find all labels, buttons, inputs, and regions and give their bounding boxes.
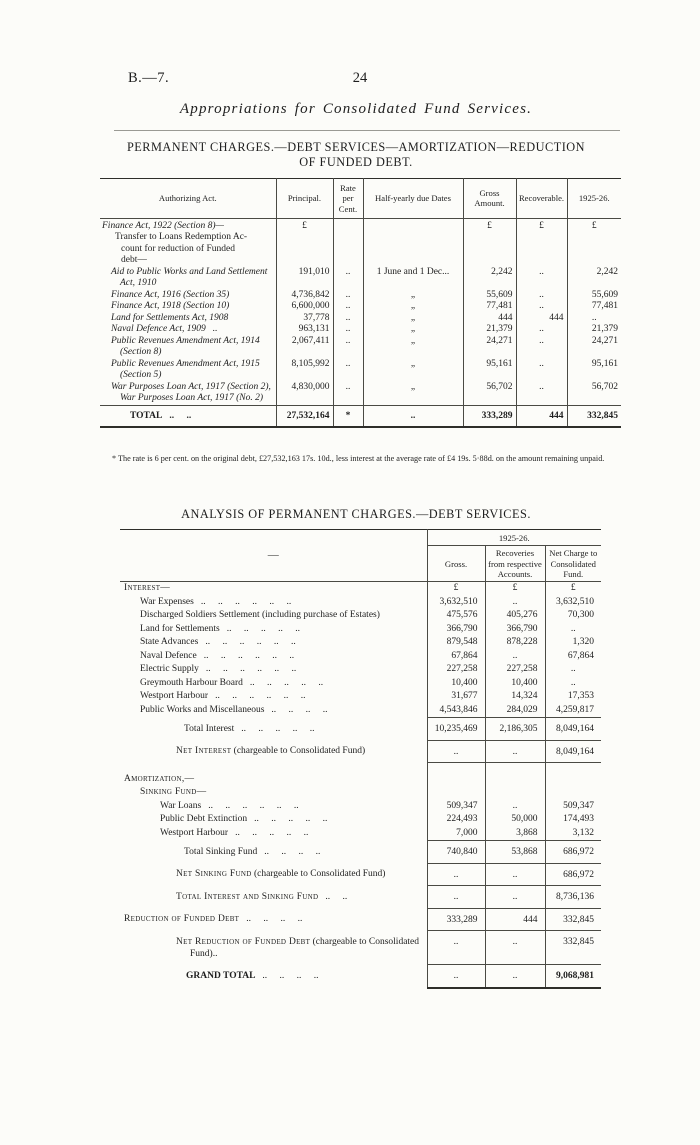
group-description: debt— xyxy=(121,255,147,266)
row-label: Public Debt Extinction xyxy=(160,814,248,825)
cell-1925-26: .. xyxy=(567,313,621,325)
cell-gross-amount: 24,271 xyxy=(463,336,516,359)
cell-due-dates: 1 June and 1 Dec... xyxy=(363,267,463,290)
cell-recoveries: 3,868 xyxy=(485,827,545,841)
cell-gross: 333,289 xyxy=(427,908,485,931)
row-label: Westport Harbour xyxy=(160,827,229,838)
table-row xyxy=(120,623,601,637)
table-row xyxy=(100,301,621,313)
cell-principal: 4,830,000 xyxy=(276,382,333,406)
group-header-row xyxy=(100,218,621,267)
cell-1925-26: 95,161 xyxy=(567,359,621,382)
table-row xyxy=(120,650,601,664)
cell-rate: .. xyxy=(333,313,363,325)
cell-net-currency: £ xyxy=(545,582,601,596)
cell-item xyxy=(120,609,427,623)
cell-gross: 31,677 xyxy=(427,690,485,704)
cell-1925-26: 77,481 xyxy=(567,301,621,313)
cell-item xyxy=(120,677,427,691)
cell-gross-amount: 55,609 xyxy=(463,290,516,302)
column-group-header-1925-26: 1925-26. xyxy=(427,530,601,546)
table-row xyxy=(100,313,621,325)
column-header-principal: Principal. xyxy=(276,179,333,219)
cell-principal: 8,105,992 xyxy=(276,359,333,382)
dot-leader: .. xyxy=(212,324,218,335)
dot-leader: .. .. .. .. .. .. xyxy=(200,596,292,607)
row-label: Land for Settlements xyxy=(140,623,220,634)
group-description: Transfer to Loans Redemption Ac- xyxy=(115,232,248,243)
cell-recoveries: .. xyxy=(485,965,545,988)
cell-recoveries: .. xyxy=(485,863,545,886)
cell-recoverable: 444 xyxy=(516,313,567,325)
cell-item xyxy=(120,800,427,814)
total-label: TOTAL xyxy=(130,410,163,421)
column-header-due-dates: Half-yearly due Dates xyxy=(363,179,463,219)
cell-recoveries: 444 xyxy=(485,908,545,931)
cell-item xyxy=(120,636,427,650)
cell-item xyxy=(120,786,427,800)
table-row xyxy=(120,827,601,841)
cell-item xyxy=(120,965,427,988)
cell-1925-26: 332,845 xyxy=(567,405,621,427)
cell-principal-currency: £ xyxy=(276,218,333,267)
dot-leader: .. .. .. .. xyxy=(271,704,328,715)
document-title: Appropriations for Consolidated Fund Services. xyxy=(179,101,533,117)
cell-net-charge: 686,972 xyxy=(545,863,601,886)
cell-1925-26: 24,271 xyxy=(567,336,621,359)
cell-gross xyxy=(427,763,485,787)
cell-recoveries xyxy=(485,763,545,787)
cell-recoverable: .. xyxy=(516,290,567,302)
dot-leader: .. .. xyxy=(325,891,348,902)
table1-heading-line1: PERMANENT CHARGES.—DEBT SERVICES—AMORTIZATION—REDUCTION xyxy=(126,140,586,154)
column-header-net-charge: Net Charge to Consolidated Fund. xyxy=(545,546,601,582)
cell-recoveries: 14,324 xyxy=(485,690,545,704)
cell-recoveries: 2,186,305 xyxy=(485,718,545,741)
cell-item xyxy=(120,863,427,886)
table-row xyxy=(120,690,601,704)
table-row xyxy=(100,336,621,359)
cell-gross: .. xyxy=(427,740,485,763)
cell-recoverable: .. xyxy=(516,336,567,359)
table-row xyxy=(120,813,601,827)
cell-net-charge: 174,493 xyxy=(545,813,601,827)
table-row xyxy=(120,609,601,623)
cell-authorizing-act: Land for Settlements Act, 1908 xyxy=(111,312,229,323)
column-header-recoverable: Recoverable. xyxy=(516,179,567,219)
cell-gross: 740,840 xyxy=(427,841,485,864)
cell-rate: .. xyxy=(333,336,363,359)
cell-net-charge: 8,049,164 xyxy=(545,740,601,763)
cell-recoveries: 10,400 xyxy=(485,677,545,691)
document-reference: B.—7. xyxy=(128,70,170,86)
total-row xyxy=(120,841,601,864)
cell-rate xyxy=(333,218,363,267)
row-label: Total Interest xyxy=(184,723,235,734)
cell-net-charge: 17,353 xyxy=(545,690,601,704)
cell-recoveries: 366,790 xyxy=(485,623,545,637)
cell-net-charge: 332,845 xyxy=(545,931,601,965)
section-label: Interest— xyxy=(124,583,171,594)
dot-leader: .. .. .. .. .. xyxy=(235,827,309,838)
cell-rate: .. xyxy=(333,382,363,406)
cell-authorizing-act: Finance Act, 1918 (Section 10) xyxy=(111,301,230,312)
cell-net-charge: 4,259,817 xyxy=(545,704,601,718)
section-row xyxy=(120,763,601,787)
cell-recoverable: .. xyxy=(516,267,567,290)
row-label: Electric Supply xyxy=(140,664,199,675)
table-row xyxy=(120,704,601,718)
cell-item xyxy=(120,623,427,637)
row-label-suffix: (chargeable to Consolidated Fund) xyxy=(231,746,366,757)
cell-due-dates: „ xyxy=(363,301,463,313)
cell-net-charge: 3,132 xyxy=(545,827,601,841)
cell-gross-amount: 333,289 xyxy=(463,405,516,427)
table1-heading-line2: OF FUNDED DEBT. xyxy=(299,155,413,169)
total-row xyxy=(120,718,601,741)
cell-due-dates: .. xyxy=(363,405,463,427)
row-label: Net Sinking Fund xyxy=(176,869,252,880)
dot-leader: .. .. .. .. .. xyxy=(241,723,315,734)
cell-item xyxy=(120,718,427,741)
cell-gross: .. xyxy=(427,931,485,965)
cell-item xyxy=(120,596,427,610)
total-row xyxy=(120,886,601,909)
section-row xyxy=(120,786,601,800)
cell-net-charge: 8,736,136 xyxy=(545,886,601,909)
cell-rate: .. xyxy=(333,267,363,290)
cell-item xyxy=(120,908,427,931)
row-label: State Advances xyxy=(140,637,199,648)
cell-gross: 879,548 xyxy=(427,636,485,650)
cell-principal: 4,736,842 xyxy=(276,290,333,302)
row-label: Net Reduction of Funded Debt xyxy=(176,936,311,947)
cell-net-charge: .. xyxy=(545,663,601,677)
cell-rate: * xyxy=(333,405,363,427)
cell-1925-26: 55,609 xyxy=(567,290,621,302)
dot-leader: .. .. .. .. .. xyxy=(254,814,328,825)
cell-principal: 191,010 xyxy=(276,267,333,290)
total-row xyxy=(100,405,621,427)
dot-leader: .. .. .. .. xyxy=(262,970,319,981)
cell-gross: 3,632,510 xyxy=(427,596,485,610)
grand-total-label: GRAND TOTAL xyxy=(186,970,256,981)
cell-authorizing-act: Finance Act, 1916 (Section 35) xyxy=(111,289,230,300)
cell-1925-26: 21,379 xyxy=(567,324,621,336)
cell-recoverable: .. xyxy=(516,324,567,336)
table-row xyxy=(100,267,621,290)
cell-due-dates: „ xyxy=(363,336,463,359)
cell-item xyxy=(120,663,427,677)
cell-1925-26: 2,242 xyxy=(567,267,621,290)
table-row xyxy=(120,677,601,691)
cell-net-charge: 3,632,510 xyxy=(545,596,601,610)
cell-authorizing-act xyxy=(100,324,276,336)
net-total-row xyxy=(120,863,601,886)
cell-net-charge xyxy=(545,786,601,800)
row-label: War Expenses xyxy=(140,596,194,607)
cell-gross xyxy=(427,786,485,800)
dot-leader: .. .. .. .. .. .. xyxy=(215,691,306,702)
cell-gross: 509,347 xyxy=(427,800,485,814)
cell-gross: 475,576 xyxy=(427,609,485,623)
cell-rate: .. xyxy=(333,290,363,302)
cell-authorizing-act: War Purposes Loan Act, 1917 (Section 2), War Purposes Loan Act, 1917 (No. 2) xyxy=(111,381,271,404)
cell-item xyxy=(120,931,427,965)
cell-recoveries xyxy=(485,786,545,800)
cell-item xyxy=(120,650,427,664)
cell-authorizing-act: Aid to Public Works and Land Settlement Act, 1910 xyxy=(111,266,268,289)
cell-item xyxy=(120,827,427,841)
cell-item xyxy=(120,704,427,718)
table2-heading: ANALYSIS OF PERMANENT CHARGES.—DEBT SERVICES. xyxy=(181,507,531,521)
group-act-name: Finance Act, 1922 (Section 8)— xyxy=(102,220,224,231)
column-header-rate: Rate per Cent. xyxy=(333,179,363,219)
dot-leader: .. .. .. .. .. .. xyxy=(203,650,295,661)
stub-header xyxy=(120,530,427,582)
cell-net-charge: 332,845 xyxy=(545,908,601,931)
cell-item xyxy=(120,841,427,864)
cell-net-charge: 70,300 xyxy=(545,609,601,623)
table1-footnote: * The rate is 6 per cent. on the original debt, £27,532,163 17s. 10d., less interest at the average rate of £4 19s. 5·88d. on the amount remaining unpaid. xyxy=(112,454,605,463)
stub-header-dash: — xyxy=(267,549,279,562)
grand-total-row xyxy=(120,965,601,988)
cell-gross-amount: 21,379 xyxy=(463,324,516,336)
dot-leader: .. .. .. .. .. .. xyxy=(205,664,297,675)
cell-1925-26-currency: £ xyxy=(567,218,621,267)
row-label: Naval Defence xyxy=(140,650,197,661)
group-description: count for reduction of Funded xyxy=(121,243,235,254)
cell-authorizing-act: Public Revenues Amendment Act, 1914 (Section 8) xyxy=(111,335,260,358)
cell-recoveries: 878,228 xyxy=(485,636,545,650)
row-label: Greymouth Harbour Board xyxy=(140,677,243,688)
section-label: Amortization,— xyxy=(124,773,195,784)
dot-leader: .. .. .. .. xyxy=(246,914,303,925)
cell-gross-amount: 2,242 xyxy=(463,267,516,290)
title-rule xyxy=(114,130,620,131)
cell-recoveries: 50,000 xyxy=(485,813,545,827)
cell-due-dates: „ xyxy=(363,313,463,325)
dot-leader: .. .. .. .. .. .. xyxy=(205,637,296,648)
cell-recoverable: .. xyxy=(516,359,567,382)
cell-net-charge: .. xyxy=(545,677,601,691)
table-row xyxy=(100,359,621,382)
row-label: Total Sinking Fund xyxy=(184,846,258,857)
row-label: War Loans xyxy=(160,800,202,811)
table-row xyxy=(100,324,621,336)
cell-recoveries: 284,029 xyxy=(485,704,545,718)
net-total-row xyxy=(120,740,601,763)
cell-due-dates xyxy=(363,218,463,267)
cell-recoverable: .. xyxy=(516,301,567,313)
table2-header-row-year xyxy=(120,530,601,546)
section-label: Sinking Fund— xyxy=(140,787,207,798)
cell-gross: 366,790 xyxy=(427,623,485,637)
cell-gross-currency: £ xyxy=(463,218,516,267)
cell-recoveries: 405,276 xyxy=(485,609,545,623)
cell-recoverable: 444 xyxy=(516,405,567,427)
cell-gross: 4,543,846 xyxy=(427,704,485,718)
page-number: 24 xyxy=(352,70,368,86)
cell-gross: .. xyxy=(427,863,485,886)
cell-net-charge: 8,049,164 xyxy=(545,718,601,741)
cell-net-charge: 686,972 xyxy=(545,841,601,864)
cell-recoveries: .. xyxy=(485,886,545,909)
dot-leader: .. .. .. .. xyxy=(264,846,321,857)
cell-principal: 2,067,411 xyxy=(276,336,333,359)
dot-leader: .. .. .. .. .. xyxy=(249,677,324,688)
cell-recoveries: .. xyxy=(485,800,545,814)
column-header-authorizing-act: Authorizing Act. xyxy=(100,179,276,219)
table-row xyxy=(100,382,621,406)
cell-gross: 7,000 xyxy=(427,827,485,841)
cell-net-charge: 67,864 xyxy=(545,650,601,664)
cell-rate: .. xyxy=(333,301,363,313)
table-row xyxy=(120,908,601,931)
row-label: Reduction of Funded Debt xyxy=(124,914,240,925)
cell-recoveries-currency: £ xyxy=(485,582,545,596)
cell-gross: 10,235,469 xyxy=(427,718,485,741)
cell-due-dates: „ xyxy=(363,382,463,406)
cell-1925-26: 56,702 xyxy=(567,382,621,406)
section-row xyxy=(120,582,601,596)
cell-net-charge: 1,320 xyxy=(545,636,601,650)
dot-leader: .. .. xyxy=(169,410,192,421)
cell-net-charge: .. xyxy=(545,623,601,637)
cell-gross: 227,258 xyxy=(427,663,485,677)
net-total-row xyxy=(120,931,601,965)
analysis-table xyxy=(120,529,601,989)
act-name: Naval Defence Act, 1909 xyxy=(111,324,206,335)
cell-recoveries: .. xyxy=(485,931,545,965)
cell-recoveries: .. xyxy=(485,740,545,763)
table-row xyxy=(120,800,601,814)
row-label-suffix: (chargeable to Consolidated Fund) xyxy=(251,869,386,880)
table-row xyxy=(100,290,621,302)
cell-principal: 27,532,164 xyxy=(276,405,333,427)
table-row xyxy=(120,663,601,677)
cell-principal: 37,778 xyxy=(276,313,333,325)
cell-recoverable: .. xyxy=(516,382,567,406)
table-row xyxy=(120,636,601,650)
cell-net-charge: 509,347 xyxy=(545,800,601,814)
row-label: Westport Harbour xyxy=(140,691,209,702)
cell-principal: 6,600,000 xyxy=(276,301,333,313)
cell-principal: 963,131 xyxy=(276,324,333,336)
cell-item xyxy=(120,763,427,787)
cell-gross-amount: 77,481 xyxy=(463,301,516,313)
column-header-1925-26: 1925-26. xyxy=(567,179,621,219)
cell-gross: .. xyxy=(427,965,485,988)
cell-gross-amount: 95,161 xyxy=(463,359,516,382)
cell-gross-amount: 56,702 xyxy=(463,382,516,406)
cell-gross: .. xyxy=(427,886,485,909)
cell-due-dates: „ xyxy=(363,290,463,302)
cell-due-dates: „ xyxy=(363,359,463,382)
cell-net-charge: 9,068,981 xyxy=(545,965,601,988)
cell-gross: 224,493 xyxy=(427,813,485,827)
cell-authorizing-act: Public Revenues Amendment Act, 1915 (Section 5) xyxy=(111,358,260,381)
cell-due-dates: „ xyxy=(363,324,463,336)
column-header-recoveries: Recoveries from respective Accounts. xyxy=(485,546,545,582)
cell-gross-currency: £ xyxy=(427,582,485,596)
column-header-gross: Gross. xyxy=(427,546,485,582)
cell-rate: .. xyxy=(333,324,363,336)
cell-rate: .. xyxy=(333,359,363,382)
cell-recoveries: 53,868 xyxy=(485,841,545,864)
row-label: Discharged Soldiers Settlement (including purchase of Estates) xyxy=(140,610,380,621)
row-label: Public Works and Miscellaneous xyxy=(140,704,265,715)
cell-total-label xyxy=(100,405,276,427)
cell-recoveries: .. xyxy=(485,596,545,610)
cell-net-charge xyxy=(545,763,601,787)
cell-item xyxy=(120,582,427,596)
table1-header-row xyxy=(100,179,621,219)
dot-leader: .. .. .. .. .. .. xyxy=(208,800,299,811)
permanent-charges-table xyxy=(100,178,621,428)
cell-recoverable-currency: £ xyxy=(516,218,567,267)
column-header-gross-amount: Gross Amount. xyxy=(463,179,516,219)
cell-gross: 67,864 xyxy=(427,650,485,664)
row-label-suffix: (chargeable to Consolidated Fund).. xyxy=(190,936,420,960)
cell-item xyxy=(120,813,427,827)
cell-item xyxy=(120,740,427,763)
cell-gross-amount: 444 xyxy=(463,313,516,325)
cell-recoveries: .. xyxy=(485,650,545,664)
cell-recoveries: 227,258 xyxy=(485,663,545,677)
row-label: Total Interest and Sinking Fund xyxy=(176,891,319,902)
dot-leader: .. .. .. .. .. xyxy=(226,623,300,634)
table-row xyxy=(120,596,601,610)
cell-item xyxy=(120,886,427,909)
cell-item xyxy=(120,690,427,704)
cell-gross: 10,400 xyxy=(427,677,485,691)
row-label: Net Interest xyxy=(176,746,232,757)
cell-authorizing-act xyxy=(100,218,276,267)
table1-heading xyxy=(0,140,700,170)
